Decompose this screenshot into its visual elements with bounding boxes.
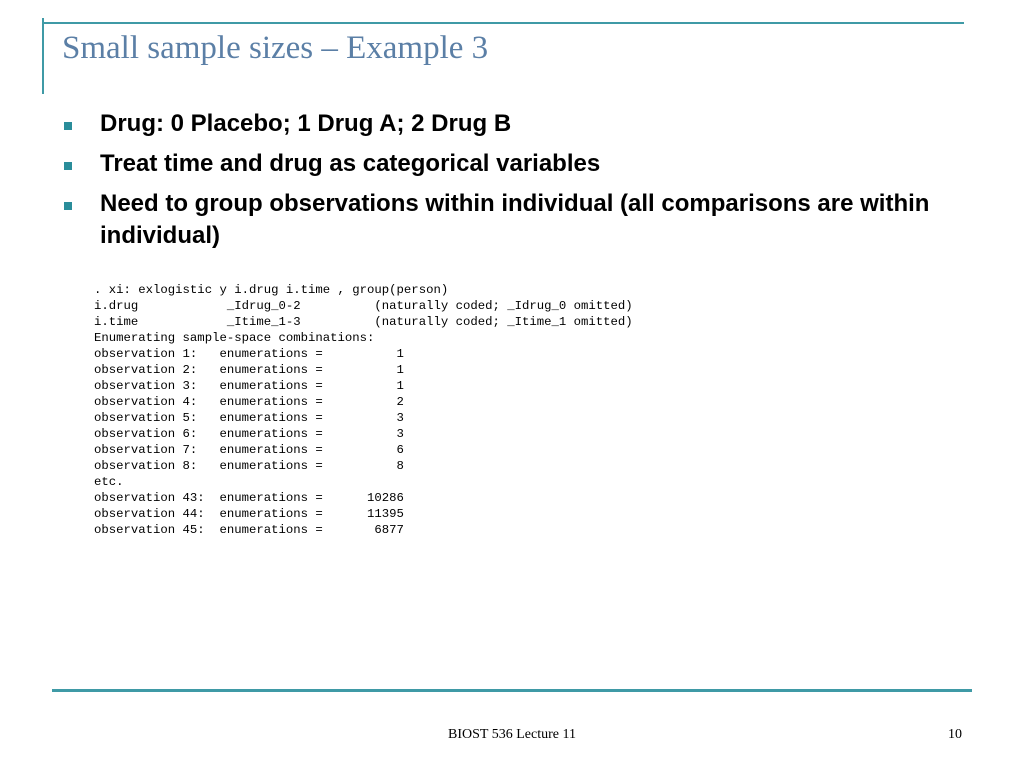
code-line: observation 44: enumerations = 11395 [94,507,404,521]
code-line: observation 8: enumerations = 8 [94,459,404,473]
bullet-text: Treat time and drug as categorical variables [100,150,601,177]
code-line: Enumerating sample-space combinations: [94,331,375,345]
bullet-text: Drug: 0 Placebo; 1 Drug A; 2 Drug B [100,110,512,137]
bullet-item [60,108,960,140]
code-line: observation 3: enumerations = 1 [94,379,404,393]
code-line: i.drug _Idrug_0-2 (naturally coded; _Idrug_0 omitted) [94,299,633,313]
bullet-text: Need to group observations within individual (all comparisons are within individual) [100,190,930,249]
footer-divider-line [52,689,972,692]
code-line: observation 43: enumerations = 10286 [94,491,404,505]
bullet-list [60,108,960,260]
code-line: observation 4: enumerations = 2 [94,395,404,409]
frame-top-line [42,22,964,24]
code-line: observation 5: enumerations = 3 [94,411,404,425]
frame-vertical-line [42,18,44,94]
bullet-item [60,188,960,252]
footer-lecture-label: BIOST 536 Lecture 11 [448,727,576,742]
bullet-item [60,148,960,180]
code-line: observation 7: enumerations = 6 [94,443,404,457]
code-line: observation 45: enumerations = 6877 [94,523,404,537]
square-bullet-icon [64,162,72,170]
square-bullet-icon [64,202,72,210]
stata-output [94,282,633,538]
code-line: observation 2: enumerations = 1 [94,363,404,377]
code-line: observation 1: enumerations = 1 [94,347,404,361]
code-line: observation 6: enumerations = 3 [94,427,404,441]
page-number: 10 [948,727,962,742]
code-line: . xi: exlogistic y i.drug i.time , group(person) [94,283,449,297]
square-bullet-icon [64,122,72,130]
slide-title: Small sample sizes – Example 3 [62,30,489,66]
code-line: etc. [94,475,124,489]
code-line: i.time _Itime_1-3 (naturally coded; _Itime_1 omitted) [94,315,633,329]
